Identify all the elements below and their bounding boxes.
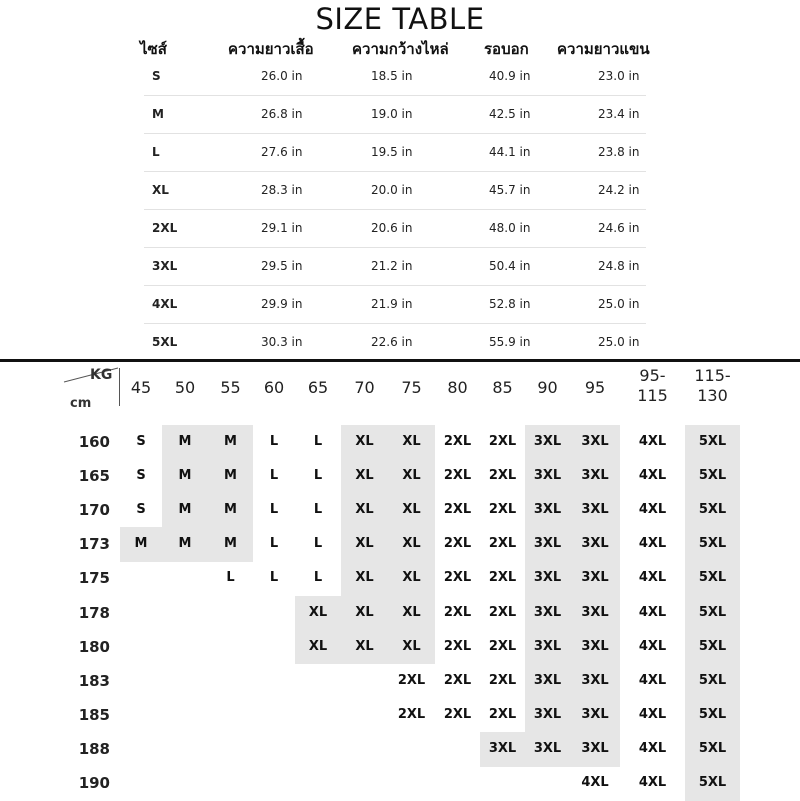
size-cell: XL [355,502,374,518]
size-cell: XL [355,536,374,552]
size-cell: L [313,502,323,518]
measure-value: 20.0 in [371,183,413,197]
size-cell: 5XL [698,775,727,790]
size-cell: M [134,536,148,552]
size-cell: XL [308,604,328,620]
size-cell: L [313,570,323,586]
measure-value: 23.4 in [598,107,640,121]
measure-value: 26.0 in [261,69,303,83]
size-cell: M [178,468,192,484]
size-cell: 2XL [488,570,517,586]
height-label: 165 [78,467,110,486]
size-cell: S [136,468,146,484]
measure-value: 21.2 in [371,259,413,273]
size-cell: 3XL [533,740,562,756]
size-cell: 2XL [488,536,517,552]
measure-value: 48.0 in [489,221,531,235]
weight-header: 50 [174,378,196,397]
size-cell: 2XL [443,502,472,518]
size-label: XL [152,183,169,197]
measure-value: 19.0 in [371,107,413,121]
size-cell: 3XL [581,706,609,722]
size-cell: 3XL [488,740,517,756]
size-cell: L [313,468,323,484]
weight-header: 95- 115 [637,366,668,405]
size-cell: 2XL [488,672,517,688]
size-cell: 2XL [443,570,472,586]
size-cell: 3XL [581,468,609,484]
size-cell: 5XL [698,740,727,756]
size-cell: S [136,502,146,518]
size-cell: L [226,570,235,586]
size-cell: 5XL [698,502,727,518]
size-cell: 2XL [443,468,472,484]
size-cell: 4XL [638,706,667,722]
size-cell: XL [355,434,374,449]
size-cell: 4XL [638,502,667,518]
measure-value: 21.9 in [371,297,413,311]
size-cell: 2XL [488,638,517,654]
measure-value: 30.3 in [261,335,303,349]
height-label: 188 [78,739,110,758]
size-cell: 3XL [581,740,609,756]
size-cell: 2XL [488,604,517,620]
measure-value: 29.1 in [261,221,303,235]
size-cell: XL [402,536,421,552]
table-row [144,285,646,324]
size-label: L [152,145,160,159]
measure-value: 22.6 in [371,335,413,349]
size-cell: XL [402,570,421,586]
size-cell: L [313,536,323,552]
weight-header: 65 [307,378,329,397]
size-cell: 4XL [638,570,667,586]
height-label: 190 [78,774,110,792]
size-cell: 4XL [638,536,667,552]
size-cell: 3XL [581,672,609,688]
size-cell: 3XL [533,434,562,449]
size-cell: XL [402,638,421,654]
measure-header-4: ความยาวแขน [557,40,650,58]
measure-header-1: ความยาวเสื้อ [228,40,314,58]
size-cell: 2XL [443,536,472,552]
size-cell: 5XL [698,706,727,722]
size-cell: L [269,434,279,449]
size-cell: 3XL [533,468,562,484]
table-row [144,323,646,362]
size-cell: 3XL [533,706,562,722]
size-cell: XL [402,434,421,449]
measure-header-3: รอบอก [484,40,529,58]
size-cell: XL [402,468,421,484]
weight-header: 85 [492,378,513,397]
size-cell: 2XL [397,706,426,722]
size-cell: XL [355,468,374,484]
measure-value: 24.2 in [598,183,640,197]
size-cell: 2XL [488,434,517,449]
table-row [144,247,646,286]
measure-value: 29.5 in [261,259,303,273]
size-cell: L [269,570,279,586]
size-cell: 5XL [698,434,727,449]
measure-value: 23.0 in [598,69,640,83]
size-cell: 3XL [533,604,562,620]
size-cell: 2XL [488,502,517,518]
size-cell: M [224,434,237,449]
size-cell: XL [308,638,328,654]
measure-value: 50.4 in [489,259,531,273]
size-cell: 4XL [638,638,667,654]
size-cell: L [269,468,279,484]
size-cell: 2XL [443,706,472,722]
measure-value: 18.5 in [371,69,413,83]
size-cell: M [178,502,192,518]
size-cell: 4XL [638,672,667,688]
height-label: 185 [78,705,110,724]
size-cell: 3XL [581,638,609,654]
size-cell: L [269,536,279,552]
size-cell: 3XL [533,638,562,654]
size-cell: 4XL [638,468,667,484]
size-cell: 3XL [581,502,609,518]
size-cell: L [313,434,323,449]
height-label: 173 [78,535,110,554]
table-row [144,171,646,210]
size-cell: 3XL [581,570,609,586]
size-cell: 5XL [698,536,727,552]
size-label: 3XL [152,259,178,273]
size-recommendation-grid [0,362,800,800]
measure-value: 27.6 in [261,145,303,159]
size-label: M [152,107,164,121]
size-cell: 3XL [533,672,562,688]
size-cell: XL [402,604,421,620]
measure-value: 26.8 in [261,107,303,121]
height-label: 180 [78,637,110,656]
size-label: 5XL [152,335,178,349]
measure-value: 40.9 in [489,69,531,83]
table-row [144,209,646,248]
size-cell: 4XL [638,775,667,790]
size-cell: 2XL [443,434,472,449]
size-cell: 3XL [533,536,562,552]
cm-axis-label: cm [70,396,92,411]
size-cell: 4XL [638,604,667,620]
size-cell: 2XL [443,638,472,654]
size-cell: 5XL [698,672,727,688]
size-cell: 3XL [533,570,562,586]
height-label: 160 [78,433,110,451]
size-cell: 2XL [443,672,472,688]
measure-value: 25.0 in [598,297,640,311]
measure-value: 25.0 in [598,335,640,349]
weight-header: 70 [354,378,375,397]
size-cell: XL [355,638,374,654]
height-label: 178 [78,603,110,622]
size-cell: 4XL [638,434,667,449]
size-label: 4XL [152,297,178,311]
weight-header: 75 [401,378,422,397]
size-cell: M [224,468,237,484]
size-cell: M [178,434,192,449]
height-label: 170 [78,501,110,520]
size-cell: 5XL [698,570,727,586]
size-cell: 3XL [581,604,609,620]
size-cell: 2XL [488,468,517,484]
height-label: 183 [78,671,110,690]
size-cell: XL [402,502,421,518]
table-row [144,57,646,96]
kg-axis-label: KG [90,367,113,383]
measure-header-0: ไซส์ [140,40,167,58]
size-cell: S [136,434,146,449]
measure-value: 19.5 in [371,145,413,159]
weight-header: 45 [130,378,152,397]
measure-value: 23.8 in [598,145,640,159]
measure-value: 44.1 in [489,145,531,159]
weight-header: 55 [220,378,241,397]
measure-value: 24.8 in [598,259,640,273]
table-row [144,95,646,134]
measure-header-2: ความกว้างไหล่ [352,40,449,58]
measure-value: 28.3 in [261,183,303,197]
size-cell: XL [355,570,374,586]
size-cell: 3XL [581,434,609,449]
measure-value: 20.6 in [371,221,413,235]
weight-header: 90 [537,378,558,397]
size-cell: L [269,502,279,518]
size-cell: 5XL [698,468,727,484]
measure-value: 29.9 in [261,297,303,311]
measure-value: 52.8 in [489,297,531,311]
weight-header: 115- 130 [694,366,731,405]
size-cell: 5XL [698,638,727,654]
size-cell: M [224,536,237,552]
size-cell: 3XL [533,502,562,518]
measure-value: 55.9 in [489,335,531,349]
size-cell: 3XL [581,536,609,552]
measure-value: 42.5 in [489,107,531,121]
size-cell: 2XL [397,672,426,688]
size-cell: M [178,536,192,552]
size-cell: 4XL [638,740,667,756]
table-row [144,133,646,172]
size-cell: M [224,502,237,518]
weight-header: 95 [584,378,606,397]
weight-header: 80 [447,378,468,397]
size-label: 2XL [152,221,178,235]
size-cell: XL [355,604,374,620]
weight-header: 60 [263,378,285,397]
size-cell: 2XL [488,706,517,722]
size-label: S [152,69,161,83]
size-cell: 4XL [581,775,609,790]
size-cell: 5XL [698,604,727,620]
measure-value: 24.6 in [598,221,640,235]
measure-value: 45.7 in [489,183,531,197]
height-label: 175 [78,569,110,588]
size-cell: 2XL [443,604,472,620]
page-title: SIZE TABLE [315,2,485,36]
